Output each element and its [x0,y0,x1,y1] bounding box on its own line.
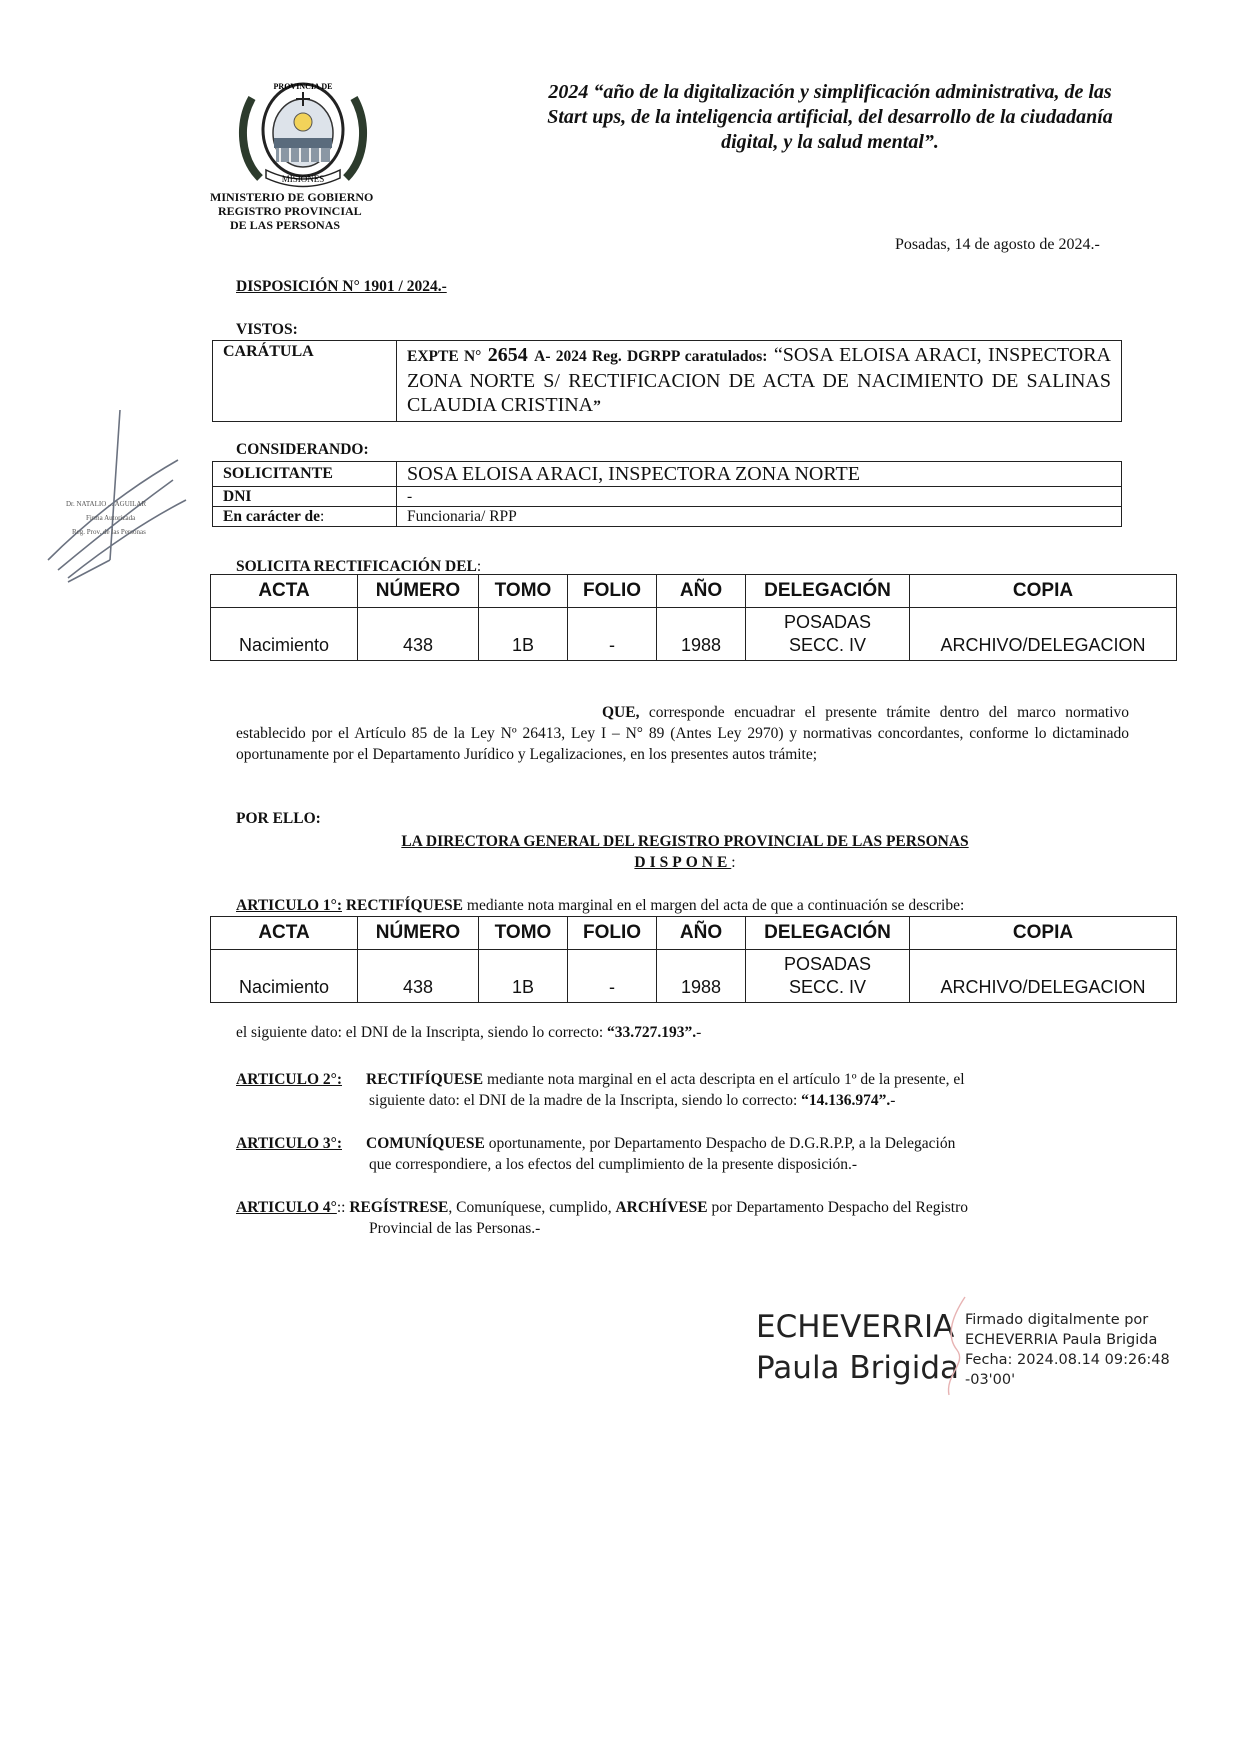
col-numero: NÚMERO [358,575,479,608]
stamp-line-1: Dr. NATALIO ... AGUILAR [66,500,147,508]
caracter-colon: : [320,507,325,525]
delegacion-line: POSADAS [783,612,872,632]
ministry-block [210,190,390,232]
caratula-text: “SOSA ELOISA ARACI, INSPECTORA ZONA NORTE S/ RECTIFICACION DE ACTA DE NACIMIENTO DE SALINAS CLAUDIA CRISTINA [407,344,1111,416]
cell-acta: Nacimiento [211,950,358,1003]
articulo-2-end: - [890,1092,896,1109]
delegacion-line: SECC. IV [788,977,867,997]
dispone-word: DISPONE [634,854,732,871]
col-tomo: TOMO [479,917,568,950]
seal-text-bottom: MISIONES [281,174,325,184]
articulo-2-line1: mediante nota marginal en el acta descripta en el artículo 1º de la presente, el [483,1071,965,1088]
stamp-line-3: Reg. Prov. de las Personas [72,528,146,536]
signature-info-line: Fecha: 2024.08.14 09:26:48 [965,1352,1170,1368]
articulo-4-verb-1: REGÍSTRESE [349,1199,449,1216]
por-ello-heading: POR ELLO: [236,810,321,827]
articulo-2-line2: siguiente dato: el DNI de la madre de la Inscripta, siendo lo correcto: [369,1092,802,1109]
cell-tomo: 1B [479,608,568,661]
vistos-heading: VISTOS: [236,321,298,338]
articulo-2 [236,1069,1136,1111]
col-copia: COPIA [910,917,1177,950]
articulo-3-line2: que correspondiere, a los efectos del cumplimiento de la presente disposición.- [369,1156,858,1173]
stamp-line-2: Firma Autorizada [86,514,136,522]
dni-label: DNI [213,487,397,507]
articulo-1-head: ARTICULO 1°: [236,897,342,914]
articulo-2-head: ARTICULO 2°: [236,1071,342,1088]
articulo-4-colons: :: [336,1199,350,1216]
directora-heading [235,831,1135,873]
cell-copia: ARCHIVO/DELEGACION [910,608,1177,661]
solicita-text: SOLICITA RECTIFICACIÓN DEL [236,558,477,575]
margin-stamp-signature [28,410,188,585]
acta-table-articulo-1 [210,916,1177,1003]
expte-registry: A- 2024 Reg. DGRPP caratulados: [534,348,768,365]
articulo-3-line1: oportunamente, por Departamento Despacho de D.G.R.P.P, a la Delegación [484,1135,956,1152]
motto-line: Start ups, de la inteligencia artificial, del desarrollo de la ciudadanía [547,106,1113,128]
cell-delegacion [746,950,910,1003]
cell-copia: ARCHIVO/DELEGACION [910,950,1177,1003]
que-paragraph [236,702,1129,765]
cell-anio: 1988 [657,608,746,661]
articulo-2-value: “14.136.974”. [801,1092,891,1109]
caracter-value: Funcionaria/ RPP [397,507,1122,527]
caracter-label-text: En carácter de [223,507,320,525]
articulo-1-text: mediante nota marginal en el margen del acta de que a continuación se describe: [463,897,965,914]
table-row [211,950,1177,1003]
seal-text-top: PROVINCIA DE [273,82,333,91]
cell-anio: 1988 [657,950,746,1003]
articulo-1-dato [236,1024,701,1042]
signer-name-line: Paula Brigida [756,1350,959,1386]
articulo-4 [236,1197,1136,1239]
caratula-table [212,340,1122,422]
col-anio: AÑO [657,575,746,608]
col-copia: COPIA [910,575,1177,608]
col-numero: NÚMERO [358,917,479,950]
articulo-4-verb-2: ARCHÍVESE [615,1199,708,1216]
dato-1-text: el siguiente dato: el DNI de la Inscripta, siendo lo correcto: [236,1024,608,1041]
articulo-2-verb: RECTIFÍQUESE [366,1071,484,1088]
solicita-colon: : [476,558,482,575]
considerando-heading: CONSIDERANDO: [236,441,369,458]
dato-1-value: “33.727.193”. [607,1024,697,1041]
signature-info-line: -03'00' [965,1372,1016,1388]
col-tomo: TOMO [479,575,568,608]
articulo-4-head: ARTICULO 4° [236,1199,337,1216]
dispone-colon: : [731,854,736,871]
que-label: QUE, [602,704,640,721]
que-text: corresponde encuadrar el presente trámite dentro del marco normativo establecido por el Artículo 85 de la Ley Nº 26413, Ley I – N° 89 (Antes Ley 2970) y normativas concordantes, conforme lo dictaminado oportunamente por el Departamento Jurídico y Legalizaciones, en los presentes autos trámite; [236,704,1129,763]
cell-delegacion [746,608,910,661]
ministry-line: REGISTRO PROVINCIAL [218,204,362,218]
articulo-4-line2: Provincial de las Personas.- [369,1220,541,1237]
solicitante-value: SOSA ELOISA ARACI, INSPECTORA ZONA NORTE [397,462,1122,487]
directora-title: LA DIRECTORA GENERAL DEL REGISTRO PROVINCIAL DE LAS PERSONAS [401,833,969,850]
expte-label: EXPTE N° [407,348,482,365]
caratula-label: CARÁTULA [213,341,397,422]
cell-acta: Nacimiento [211,608,358,661]
col-anio: AÑO [657,917,746,950]
acta-header-row [211,575,1177,608]
solicitante-label: SOLICITANTE [213,462,397,487]
signature-info [965,1310,1170,1390]
col-delegacion: DELEGACIÓN [746,917,910,950]
acta-header-row [211,917,1177,950]
col-acta: ACTA [211,917,358,950]
province-seal [238,78,368,190]
cell-numero: 438 [358,608,479,661]
signature-info-line: ECHEVERRIA Paula Brigida [965,1332,1158,1348]
motto-line: digital, y la salud mental”. [721,131,939,153]
delegacion-line: SECC. IV [788,635,867,655]
dato-1-end: - [696,1024,702,1041]
col-folio: FOLIO [568,575,657,608]
cell-folio: - [568,950,657,1003]
articulo-4-line1-end: por Departamento Despacho del Registro [707,1199,969,1216]
disposition-title: DISPOSICIÓN N° 1901 / 2024.- [236,278,447,295]
signer-name [756,1307,959,1389]
cell-tomo: 1B [479,950,568,1003]
dni-value: - [397,487,1122,507]
table-row [211,608,1177,661]
document-date: Posadas, 14 de agosto de 2024.- [895,236,1100,253]
articulo-3 [236,1133,1136,1175]
expte-number: 2654 [487,344,528,366]
delegacion-line: POSADAS [783,954,872,974]
col-folio: FOLIO [568,917,657,950]
col-acta: ACTA [211,575,358,608]
caratula-close-quote: ” [593,398,601,415]
caratula-value [397,341,1122,422]
articulo-1 [236,897,964,915]
year-motto [480,80,1180,155]
articulo-4-mid: , Comuníquese, cumplido, [448,1199,616,1216]
cell-numero: 438 [358,950,479,1003]
articulo-1-verb: RECTIFÍQUESE [345,897,464,914]
solicitante-table [212,461,1122,527]
col-delegacion: DELEGACIÓN [746,575,910,608]
ministry-line: DE LAS PERSONAS [230,218,341,232]
acta-table-solicita [210,574,1177,661]
motto-line: 2024 “año de la digitalización y simplificación administrativa, de las [548,81,1112,103]
ministry-line: MINISTERIO DE GOBIERNO [210,190,374,204]
cell-folio: - [568,608,657,661]
caracter-label [213,507,397,527]
signature-info-line: Firmado digitalmente por [965,1312,1149,1328]
articulo-3-head: ARTICULO 3°: [236,1135,342,1152]
articulo-3-verb: COMUNÍQUESE [366,1135,485,1152]
signer-name-line: ECHEVERRIA [756,1309,955,1345]
